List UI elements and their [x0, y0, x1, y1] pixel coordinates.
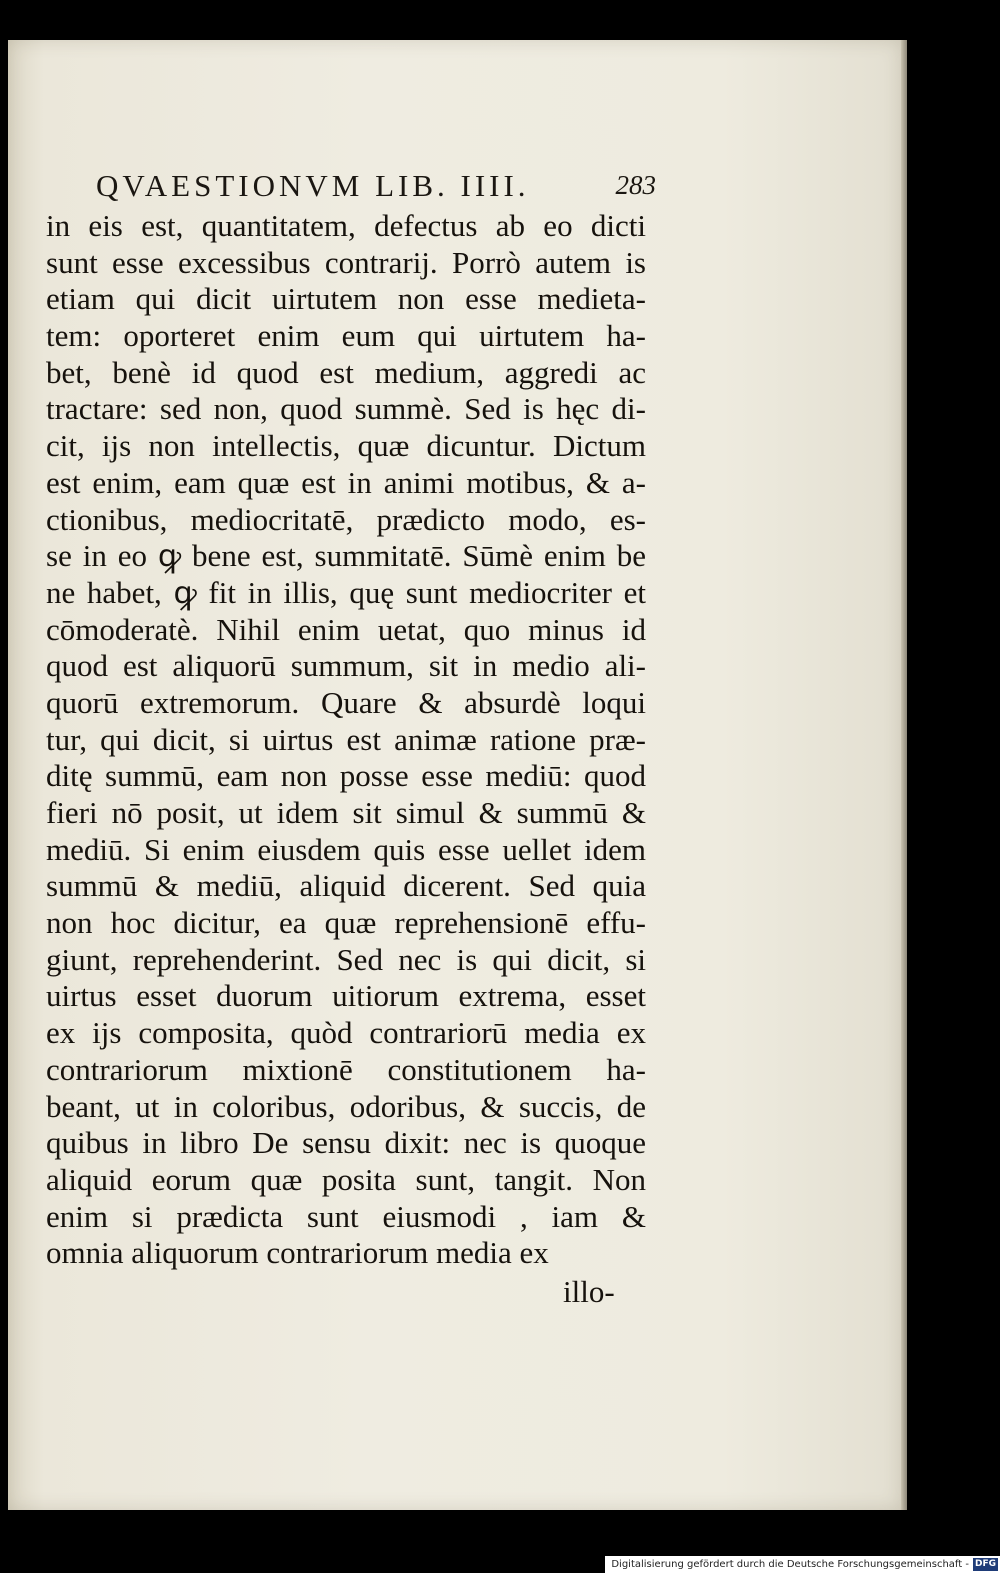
book-page [8, 40, 901, 1510]
text-line: beant, ut in coloribus, odoribus, & succis, de [46, 1088, 646, 1124]
text-line: se in eo ꝙ bene est, summitatē. Sūmè enim be [46, 538, 646, 574]
text-line: quibus in libro De sensu dixit: nec is quoque [46, 1125, 646, 1161]
text-line: ex ijs composita, quòd contrariorū media ex [46, 1015, 646, 1051]
text-line: mediū. Si enim eiusdem quis esse uellet idem [46, 831, 646, 867]
text-line: ne habet, ꝙ fit in illis, quę sunt mediocriter et [46, 574, 646, 610]
text-line: est enim, eam quæ est in animi motibus, & a- [46, 464, 646, 500]
page-number: 283 [615, 170, 656, 200]
catchword: illo- [563, 1274, 615, 1309]
text-line: tem: oporteret enim eum qui uirtutem ha- [46, 318, 646, 354]
text-line: sunt esse excessibus contrarij. Porrò autem is [46, 244, 646, 280]
text-line: ctionibus, mediocritatē, prædicto modo, es- [46, 501, 646, 537]
text-line: in eis est, quantitatem, defectus ab eo dicti [46, 208, 646, 243]
dfg-logo-icon: DFG [974, 1559, 996, 1569]
text-line: non hoc dicitur, ea quæ reprehensionē effu- [46, 905, 646, 941]
text-line: uirtus esset duorum uitiorum extrema, esset [46, 978, 646, 1014]
text-line: ditę summū, eam non posse esse mediū: quod [46, 758, 646, 794]
credit-text: Digitalisierung gefördert durch die Deutsche Forschungsgemeinschaft - [611, 1559, 969, 1570]
text-line: omnia aliquorum contrariorum media ex [46, 1235, 549, 1271]
text-line: enim si prædicta sunt eiusmodi , iam & [46, 1198, 646, 1234]
text-line: bet, benè id quod est medium, aggredi ac [46, 354, 646, 390]
text-line: giunt, reprehenderint. Sed nec is qui dicit, si [46, 941, 646, 977]
running-head [96, 168, 656, 208]
body-text [46, 208, 646, 1272]
running-title: QVAESTIONVM LIB. IIII. [96, 168, 530, 203]
text-line: aliquid eorum quæ posita sunt, tangit. Non [46, 1161, 646, 1197]
digitization-credit [605, 1556, 1000, 1573]
text-line: cit, ijs non intellectis, quæ dicuntur. Dictum [46, 428, 646, 464]
text-line: tur, qui dicit, si uirtus est animæ ratione præ- [46, 721, 646, 757]
text-line: tractare: sed non, quod summè. Sed is hęc di- [46, 391, 646, 427]
text-line: fieri nō posit, ut idem sit simul & summū & [46, 795, 646, 830]
text-line: summū & mediū, aliquid dicerent. Sed quia [46, 868, 646, 904]
text-line: etiam qui dicit uirtutem non esse medieta- [46, 281, 646, 317]
text-line: quorū extremorum. Quare & absurdè loqui [46, 684, 646, 720]
text-line: cōmoderatè. Nihil enim uetat, quo minus id [46, 611, 646, 647]
text-line: quod est aliquorū summum, sit in medio ali- [46, 648, 646, 684]
text-line: contrariorum mixtionē constitutionem ha- [46, 1051, 646, 1087]
page-edge [901, 40, 907, 1510]
